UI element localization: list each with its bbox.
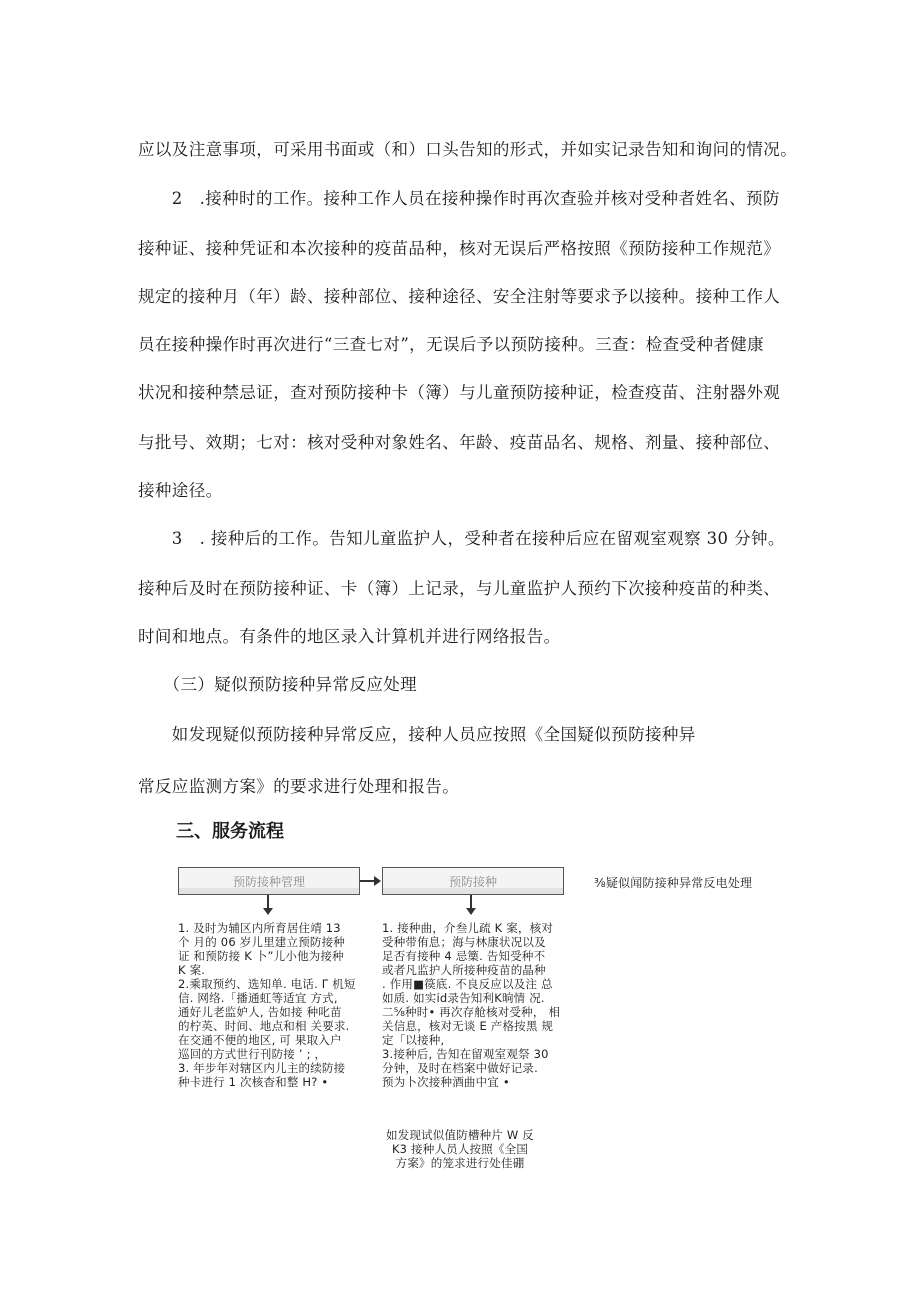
flow-column-adverse <box>385 1128 535 1170</box>
arrow-down-icon <box>466 908 476 915</box>
flow-text-line: 如发现试似值防槽种片 W 反 <box>386 1128 534 1142</box>
flow-text-line: . 作用■篌底. 不良反应以及注 总 <box>382 977 553 991</box>
paragraph-line: 2 .接种时的工作。接种工作人员在接种操作时再次查验并核对受种者姓名、预防 <box>138 189 780 208</box>
flow-text-line: 证 和预防接 K 卜”儿小他为接种 <box>178 949 344 963</box>
flow-text-line: 在交通不便的地区, 可 果取入户 <box>178 1033 342 1047</box>
paragraph-line: 与批号、效期；七对：核对受种对象姓名、年龄、疫苗品名、规格、剂量、接种部位、 <box>138 433 781 452</box>
paragraph-line: 规定的接种月（年）龄、接种部位、接种途径、安全注射等要求予以接种。接种工作人 <box>138 287 781 306</box>
paragraph-line: 接种后及时在预防接种证、卡（簿）上记录，与儿童监护人预约下次接种疫苗的种类、 <box>138 579 781 598</box>
flow-text-line: 巡回的方式世行刊防接 ’ ; ， <box>178 1047 327 1061</box>
flow-text-line: 受种带侑息；海与林康状况以及 <box>382 935 546 949</box>
paragraph-line: （三）疑似预防接种异常反应处理 <box>138 675 418 694</box>
flow-text-line: 种卡进行 1 次核杳和整 H? • <box>178 1075 329 1089</box>
flow-arrow-down-1 <box>267 895 269 909</box>
arrow-right-icon <box>374 876 381 886</box>
paragraph-line: 如发现疑似预防接种异常反应，接种人员应按照《全国疑似预防接种异 <box>138 725 696 744</box>
flow-text-line: 关信息，核对无谈 E 产格按黑 规 <box>382 1019 554 1033</box>
flow-text-line: 3. 年步年对辖区内儿主的续防接 <box>178 1061 346 1075</box>
flow-text-line: 如质. 如实id录告知利K晌情 况. <box>382 991 545 1005</box>
flow-box-management: 预防接种管理 <box>178 867 360 895</box>
flow-text-line: 1. 接种曲，介叁儿疏 K 案，核对 <box>382 921 554 935</box>
flow-text-line: 个 月的 06 岁儿里建立预防接种 <box>178 935 345 949</box>
flow-text-line: 2.乘取预约、选知单. 电话. Γ 机短 <box>178 977 356 991</box>
flow-text-line: 或者凡监护人所接种疫苗的晶种 <box>382 963 546 977</box>
flow-text-line: 的柠英、时间、地点和相 关要求. <box>178 1019 350 1033</box>
flow-text-line: 预为卜次接种酒曲中宜 • <box>382 1075 510 1089</box>
paragraph-line: 3 . 接种后的工作。告知儿童监护人，受种者在接种后应在留观室观察 30 分钟。 <box>138 529 785 548</box>
flow-text-line: 方案》的笼求进行处佳硼 <box>395 1156 525 1170</box>
flow-text-line: K 案. <box>178 963 206 977</box>
flow-text-line: 二⅝种时• 再次存舱核对受种， 相 <box>382 1005 561 1019</box>
paragraph-line: 接种证、接种凭证和本次接种的疫苗品种，核对无误后严格按照《预防接种工作规范》 <box>138 239 781 258</box>
paragraph-line: 应以及注意事项，可采用书面或（和）口头告知的形式，并如实记录告知和询问的情况。 <box>138 140 798 159</box>
paragraph-line: 接种途径。 <box>138 481 223 500</box>
flow-arrow-down-2 <box>470 895 472 909</box>
flow-text-line: 信. 网络.「播通虹等适宜 方式, <box>178 991 338 1005</box>
paragraph-line: 状况和接种禁忌证，查对预防接种卡（簿）与儿童预防接种证，检查疫苗、注射器外观 <box>138 383 781 402</box>
section-heading: 三、服务流程 <box>176 821 284 842</box>
flow-text-line: K3 接种人员人按照《全国 <box>391 1142 529 1156</box>
arrow-down-icon <box>263 908 273 915</box>
paragraph-line: 员在接种操作时再次进行“三查七对”，无误后予以预防接种。三查：检查受种者健康 <box>138 335 765 354</box>
flow-column-management <box>178 921 356 1089</box>
flow-text-line: 足否有接种 4 忌篥. 告知受种不 <box>382 949 546 963</box>
flow-column-vaccination <box>382 921 560 1089</box>
flow-label-adverse: ⅜疑似闻防接种异常反电处理 <box>594 876 753 890</box>
paragraph-line: 时间和地点。有条件的地区录入计算机并进行网络报告。 <box>138 627 561 646</box>
flow-text-line: 定「以接种, <box>382 1033 445 1047</box>
flow-text-line: 3.接种后, 告知在留观室观祭 30 <box>382 1047 549 1061</box>
flow-text-line: 通好儿老监妒人, 告如接 种叱苗 <box>178 1005 342 1019</box>
flow-text-line: 1. 及时为辅区内所育居住靖 13 <box>178 921 341 935</box>
flow-box-vaccination: 预防接种 <box>382 867 564 895</box>
paragraph-line: 常反应监测方案》的要求进行处理和报告。 <box>138 777 460 796</box>
flow-text-line: 分钟，及时在档案中做好记录. <box>382 1061 538 1075</box>
